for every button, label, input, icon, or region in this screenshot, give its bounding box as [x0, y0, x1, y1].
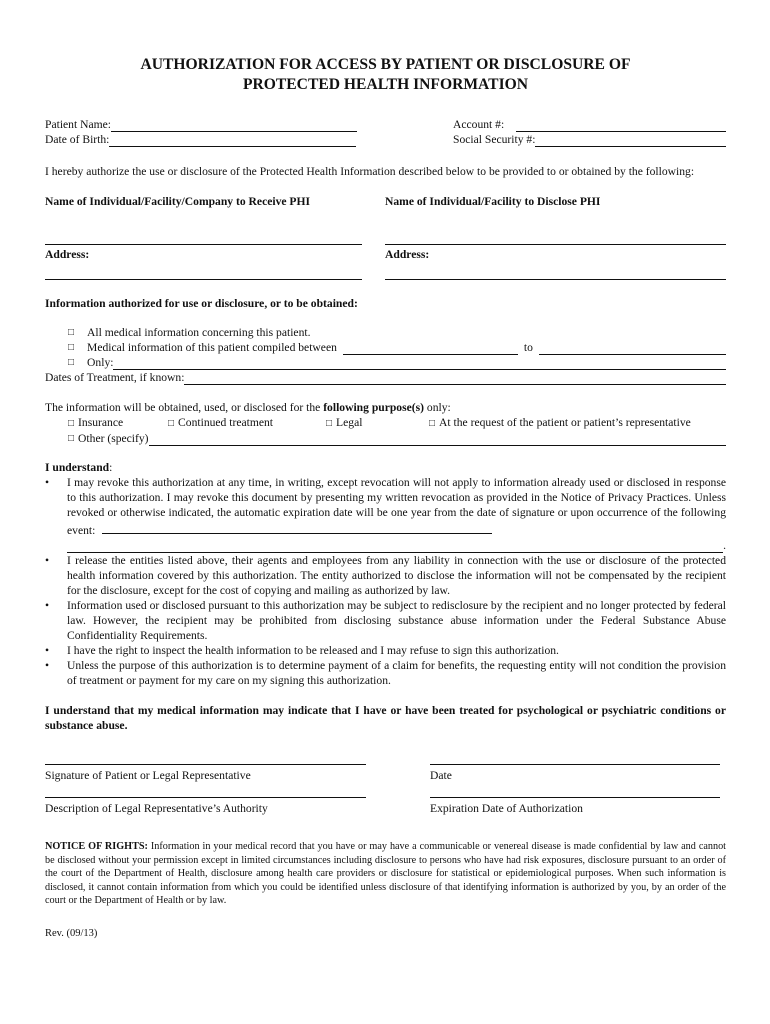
- bullet-icon: •: [45, 599, 50, 612]
- disclose-address-field[interactable]: [385, 266, 726, 280]
- understand-item-revoke: • I may revoke this authorization at any time, in writing, except revocation will not apply to information already used or disclosed in response to this authorization. I may revoke this document by presenting my written revocation as provided in the Notice of Privacy Practices. Unless revoked or otherwise indicated, the automatic expiration date will be one year from the date of signature or upon occurrence of the following event: .: [45, 476, 726, 552]
- expiration-field[interactable]: [430, 796, 720, 798]
- understand-item-revoke-text: I may revoke this authorization at any time, in writing, except revocation will not apply to information already used or disclosed in response to this authorization. I may revoke this document by presenting my written revocation as provided in the Notice of Privacy Practices. Unless revoked or otherwise indicated, the automatic expiration date will be one year from the date of signature or upon occurrence of the following event:: [67, 476, 726, 537]
- receive-label: Name of Individual/Facility/Company to Receive PHI: [45, 195, 311, 208]
- authorization-form: [45, 55, 726, 941]
- understand-item-condition-text: Unless the purpose of this authorization is to determine payment of a claim for benefits, the requesting entity will not condition the provision of treatment or payment for my care on my signing this authorization.: [67, 659, 726, 687]
- signature-block: [45, 763, 366, 783]
- disclose-address-label: Address:: [385, 248, 430, 261]
- signature-row-2: [45, 796, 726, 816]
- info-option-only-label: Only:: [87, 356, 114, 369]
- receive-address-label: Address:: [45, 248, 90, 261]
- checkbox-icon[interactable]: □: [326, 418, 333, 429]
- patient-row-2: [45, 132, 726, 147]
- purpose-continued-label: Continued treatment: [178, 416, 274, 429]
- parties-name-lines: [45, 231, 726, 245]
- checkbox-icon[interactable]: □: [68, 342, 75, 353]
- expiration-block: [430, 796, 720, 816]
- info-option-all-label: All medical information concerning this patient.: [87, 326, 311, 339]
- title-line-2: PROTECTED HEALTH INFORMATION: [242, 76, 529, 93]
- account-label: Account #:: [453, 118, 505, 131]
- patient-name-field[interactable]: [111, 118, 357, 132]
- authority-label: Description of Legal Representative’s Authority: [45, 802, 268, 815]
- notice-heading: NOTICE OF RIGHTS:: [45, 841, 148, 852]
- dates-treatment-field[interactable]: [184, 371, 726, 385]
- purpose-legal[interactable]: [326, 415, 429, 431]
- signature-label: Signature of Patient or Legal Representative: [45, 769, 251, 782]
- expiration-event-field-2[interactable]: [67, 539, 723, 553]
- disclose-label: Name of Individual/Facility to Disclose PHI: [385, 195, 601, 208]
- title-line-1: AUTHORIZATION FOR ACCESS BY PATIENT OR DISCLOSURE OF: [140, 56, 631, 73]
- info-option-between-label: Medical information of this patient compiled between: [87, 341, 337, 354]
- authority-field[interactable]: [45, 796, 366, 798]
- expiration-event-field[interactable]: [102, 520, 492, 534]
- bullet-icon: •: [45, 644, 50, 657]
- form-title: [45, 55, 726, 95]
- purpose-other-row: [45, 431, 726, 446]
- checkbox-icon[interactable]: □: [68, 418, 75, 429]
- info-option-only: [45, 355, 726, 370]
- purpose-legal-label: Legal: [336, 416, 363, 429]
- notice-of-rights: [45, 840, 726, 908]
- checkbox-icon[interactable]: □: [168, 418, 175, 429]
- purpose-other-label: Other (specify): [78, 432, 149, 445]
- checkbox-icon[interactable]: □: [429, 418, 436, 429]
- purpose-request[interactable]: [429, 415, 691, 431]
- dob-field[interactable]: [109, 133, 356, 147]
- ssn-label: Social Security #:: [453, 133, 536, 146]
- bullet-icon: •: [45, 554, 50, 567]
- purpose-insurance[interactable]: [68, 415, 168, 431]
- intro-text: I hereby authorize the use or disclosure of the Protected Health Information described below to be provided to or obtained by the following:: [45, 165, 695, 178]
- checkbox-icon[interactable]: □: [68, 433, 75, 444]
- date-block: [430, 763, 720, 783]
- parties-address-labels: [45, 247, 726, 262]
- info-heading: Information authorized for use or disclosure, or to be obtained:: [45, 297, 358, 310]
- understand-heading-text: I understand: [45, 461, 110, 474]
- understand-item-redisclosure: [45, 598, 726, 643]
- between-start-field[interactable]: [343, 341, 518, 355]
- between-to-label: to: [523, 341, 533, 354]
- purpose-other-field[interactable]: [149, 432, 726, 446]
- understand-item-redisclosure-text: Information used or disclosed pursuant to this authorization may be subject to redisclosure by the recipient and no longer protected by federal law. However, the recipient may be prohibited from disclosing substance abuse information under the Federal Substance Abuse Confidentiality Requirements.: [67, 599, 726, 642]
- ssn-field[interactable]: [535, 133, 726, 147]
- authority-block: [45, 796, 366, 816]
- receive-name-field[interactable]: [45, 231, 362, 245]
- understand-item-release-text: I release the entities listed above, their agents and employees from any liability in connection with the use or disclosure of the protected health information covered by this authorization. The entity authorized to disclose the information will not be compensated by the recipient for the disclosure, except for the cost of copying and mailing as authorized by law.: [67, 554, 726, 597]
- patient-row-1: [45, 117, 726, 132]
- only-field[interactable]: [113, 356, 726, 370]
- purpose-options: [45, 415, 726, 431]
- revision-label: Rev. (09/13): [45, 927, 98, 939]
- purpose-continued[interactable]: [168, 415, 326, 431]
- understand-colon: :: [109, 461, 113, 474]
- parties-address-lines: [45, 266, 726, 280]
- checkbox-icon[interactable]: □: [68, 327, 75, 338]
- signature-row-1: [45, 763, 726, 783]
- between-end-field[interactable]: [539, 341, 726, 355]
- checkbox-icon[interactable]: □: [68, 357, 75, 368]
- purpose-request-label: At the request of the patient or patient’s representative: [439, 416, 691, 429]
- understand-item-inspect-text: I have the right to inspect the health information to be released and I may refuse to sign this authorization.: [67, 644, 559, 657]
- psych-statement: I understand that my medical information may indicate that I have or have been treated for psychological or psychiatric conditions or substance abuse.: [45, 704, 726, 732]
- notice-body: Information in your medical record that you have or may have a communicable or venereal disease is made confidential by law and cannot be disclosed without your permission except in limited circumstances including disclosure to persons who have had risk exposures, disclosure pursuant to an order of the court of the Department of Health, disclosure among health care providers or disclosure for statistical or epidemiological purposes. When such information is disclosed, it cannot contain information from which you could be identified unless disclosure of that identifying information is authorized by you, by an order of the court or the Department of Health or by law.: [45, 841, 726, 906]
- date-label: Date: [430, 769, 452, 782]
- info-option-all[interactable]: [45, 325, 726, 340]
- dates-treatment-label: Dates of Treatment, if known:: [45, 371, 185, 384]
- purpose-prefix: The information will be obtained, used, or disclosed for the: [45, 401, 324, 414]
- bullet-icon: •: [45, 476, 50, 489]
- date-field[interactable]: [430, 763, 720, 765]
- receive-address-field[interactable]: [45, 266, 362, 280]
- parties-labels: [45, 194, 726, 209]
- signature-field[interactable]: [45, 763, 366, 765]
- bullet-icon: •: [45, 659, 50, 672]
- understand-item-release: [45, 553, 726, 598]
- dob-label: Date of Birth:: [45, 133, 110, 146]
- understand-item-inspect: [45, 643, 726, 658]
- purpose-suffix: only:: [424, 401, 451, 414]
- account-field[interactable]: [516, 118, 726, 132]
- purpose-insurance-label: Insurance: [78, 416, 124, 429]
- expiration-label: Expiration Date of Authorization: [430, 802, 583, 815]
- purpose-text: [45, 400, 726, 415]
- info-option-between: [45, 340, 726, 355]
- dates-treatment-row: [45, 370, 726, 385]
- understand-item-condition: [45, 658, 726, 688]
- purpose-bold: following purpose(s): [323, 401, 424, 414]
- understand-list: [45, 475, 726, 688]
- understand-heading: [45, 460, 726, 475]
- patient-name-label: Patient Name:: [45, 118, 112, 131]
- disclose-name-field[interactable]: [385, 231, 726, 245]
